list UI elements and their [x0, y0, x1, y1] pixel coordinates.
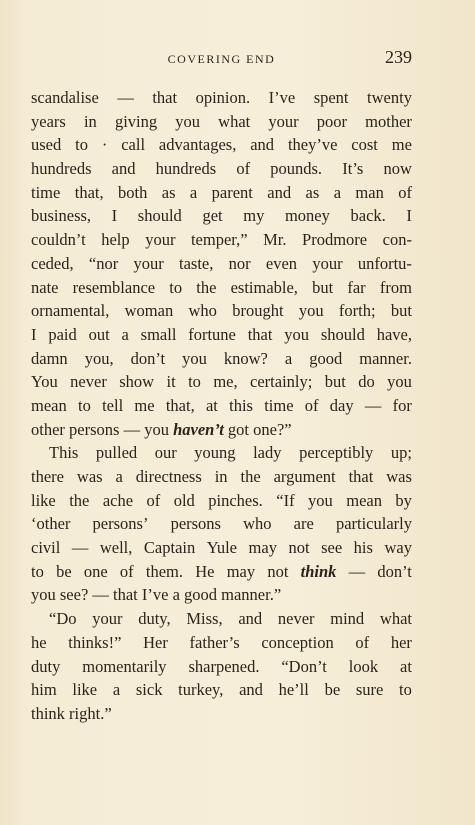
text-line: other persons — you haven’t got one?” [31, 418, 412, 442]
text-line: think right.” [31, 703, 112, 723]
text-line: like the ache of old pinches. “If you mean by [31, 490, 412, 510]
text-line: used to · call advantages, and they’ve cost me [31, 135, 412, 155]
text-line: him like a sick turkey, and he’ll be sure to [31, 680, 412, 700]
text-line: mean to tell me that, at this time of day — for [31, 395, 412, 415]
text-line: civil — well, Captain Yule may not see his way [31, 538, 412, 558]
text-line: there was a directness in the argument that was [31, 467, 412, 486]
running-head: COVERING END [167, 52, 276, 66]
text-line: This pulled our young lady perceptibly up; [49, 443, 412, 463]
text-line: couldn’t help your temper,” Mr. Prodmore con- [31, 230, 412, 250]
page-header [31, 48, 412, 68]
text-line: ‘other persons’ persons who are particularly [31, 514, 412, 534]
body-text [31, 86, 412, 726]
text-line: he thinks!” Her father’s conception of her [31, 632, 412, 652]
text-line: scandalise — that opinion. I’ve spent twenty [31, 88, 412, 107]
text-line: you see? — that I’ve a good manner.” [31, 585, 282, 605]
text-line: hundreds and hundreds of pounds. It’s now [31, 159, 412, 179]
text-line: ceded, “nor your taste, nor even your unfortu- [31, 253, 412, 273]
text-line: time that, both as a parent and as a man of [31, 182, 412, 202]
text-line: years in giving you what your poor mother [31, 111, 412, 131]
text-line: duty momentarily sharpened. “Don’t look at [31, 656, 412, 676]
text-line: to be one of them. He may not think — don’t [31, 561, 412, 581]
page-number: 239 [385, 47, 412, 67]
text-line: damn you, don’t you know? a good manner. [31, 348, 412, 368]
text-line: You never show it to me, certainly; but do you [31, 372, 412, 392]
text-line: nate resemblance to the estimable, but far from [31, 277, 412, 297]
emphasis: haven’t [173, 419, 224, 439]
text-line: business, I should get my money back. I [31, 206, 412, 226]
text-line: I paid out a small fortune that you should have, [31, 324, 412, 344]
text-line: ornamental, woman who brought you forth; but [31, 301, 412, 321]
text-line: “Do your duty, Miss, and never mind what [49, 609, 412, 629]
